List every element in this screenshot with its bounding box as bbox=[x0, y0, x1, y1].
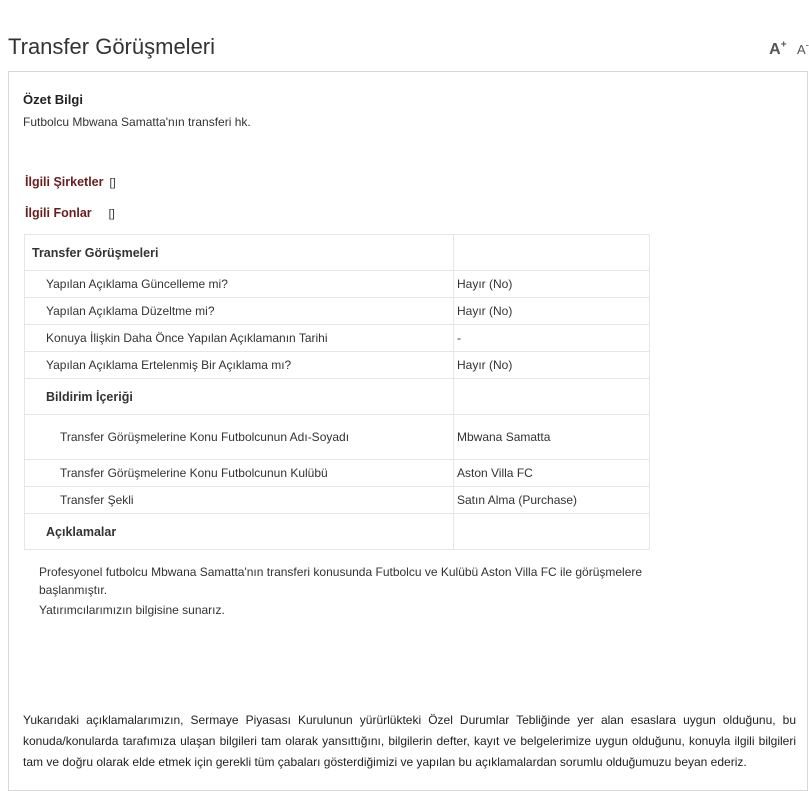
section-header-empty bbox=[454, 379, 650, 415]
row-label: Transfer Şekli bbox=[25, 487, 454, 514]
font-decrease-button[interactable]: A- bbox=[796, 41, 809, 58]
font-increase-button[interactable]: A+ bbox=[769, 40, 787, 59]
table-row bbox=[25, 352, 650, 379]
row-label: Yapılan Açıklama Ertelenmiş Bir Açıklama mı? bbox=[25, 352, 454, 379]
disclosure-panel bbox=[8, 71, 808, 791]
row-value: Aston Villa FC bbox=[454, 460, 650, 487]
row-value: - bbox=[454, 325, 650, 352]
row-label: Konuya İlişkin Daha Önce Yapılan Açıklamanın Tarihi bbox=[25, 325, 454, 352]
table-section-header bbox=[25, 514, 650, 550]
table-section-header bbox=[25, 379, 650, 415]
summary-heading: Özet Bilgi bbox=[23, 92, 83, 107]
table-row bbox=[25, 298, 650, 325]
row-label: Yapılan Açıklama Güncelleme mi? bbox=[25, 271, 454, 298]
row-label: Yapılan Açıklama Düzeltme mi? bbox=[25, 298, 454, 325]
font-size-controls bbox=[769, 40, 809, 59]
related-funds[interactable] bbox=[25, 206, 115, 220]
related-companies-label[interactable]: İlgili Şirketler bbox=[25, 175, 104, 189]
row-value: Hayır (No) bbox=[454, 298, 650, 325]
related-funds-label[interactable]: İlgili Fonlar bbox=[25, 206, 92, 220]
row-value: Hayır (No) bbox=[454, 271, 650, 298]
table-row bbox=[25, 271, 650, 298]
related-companies-value: [] bbox=[109, 177, 116, 189]
row-value: Hayır (No) bbox=[454, 352, 650, 379]
row-label: Transfer Görüşmelerine Konu Futbolcunun Adı-Soyadı bbox=[25, 415, 454, 460]
section-header-empty bbox=[454, 235, 650, 271]
row-label: Transfer Görüşmelerine Konu Futbolcunun Kulübü bbox=[25, 460, 454, 487]
section-title-content: Bildirim İçeriği bbox=[25, 379, 454, 415]
related-companies[interactable] bbox=[25, 175, 116, 189]
page-title: Transfer Görüşmeleri bbox=[8, 34, 216, 59]
row-value: Satın Alma (Purchase) bbox=[454, 487, 650, 514]
disclosure-table bbox=[24, 234, 650, 550]
table-row bbox=[25, 415, 650, 460]
row-value: Mbwana Samatta bbox=[454, 415, 650, 460]
legal-declaration: Yukarıdaki açıklamalarımızın, Sermaye Piyasası Kurulunun yürürlükteki Özel Durumlar Tebliğinde yer alan esaslara uygun olduğunu, bu konuda/konularda tarafımıza ulaşan bilgileri tam olarak yansıttığını, bilgilerin defter, kayıt ve belgelerimize uygun olduğunu, konuyla ilgili bilgileri tam ve doğru olarak elde etmek için gerekli tüm çabaları gösterdiğimizi ve yapılan bu açıklamalardan sorumlu olduğumuzu beyan ederiz. bbox=[23, 713, 796, 769]
summary-text: Futbolcu Mbwana Samatta'nın transferi hk. bbox=[23, 115, 251, 129]
table-row bbox=[25, 325, 650, 352]
table-row bbox=[25, 460, 650, 487]
section-header-empty bbox=[454, 514, 650, 550]
explanation-text: Profesyonel futbolcu Mbwana Samatta'nın transferi konusunda Futbolcu ve Kulübü Aston Villa FC ile görüşmelere başlanmıştır. bbox=[39, 565, 643, 597]
table-section-header bbox=[25, 235, 650, 271]
section-title-explanations: Açıklamalar bbox=[25, 514, 454, 550]
section-title-transfer: Transfer Görüşmeleri bbox=[25, 235, 454, 271]
table-row bbox=[25, 487, 650, 514]
related-funds-value: [] bbox=[108, 208, 115, 220]
investor-notice: Yatırımcılarımızın bilgisine sunarız. bbox=[39, 603, 225, 617]
